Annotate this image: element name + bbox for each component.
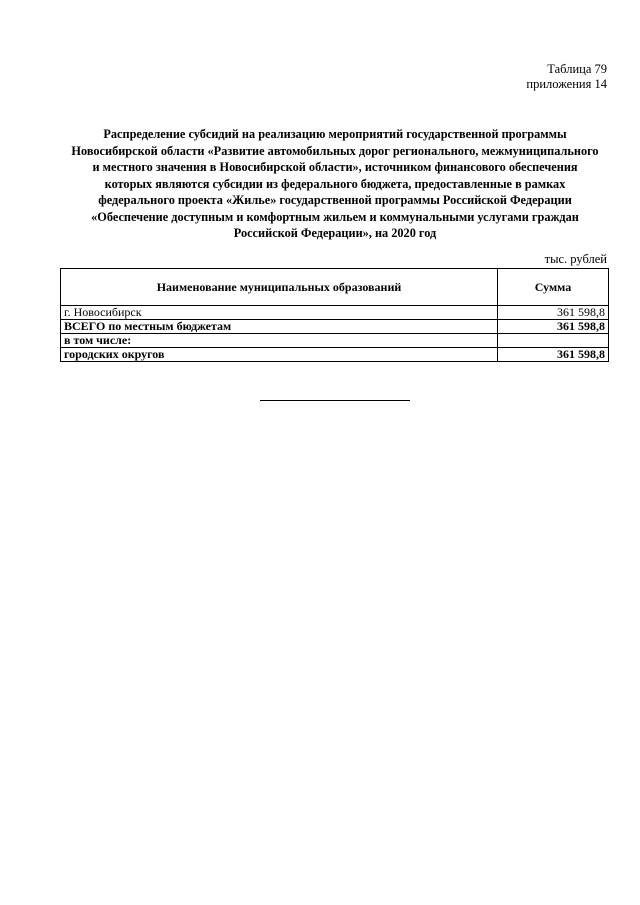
column-header-name: Наименование муниципальных образований (61, 269, 498, 306)
title-line: и местного значения в Новосибирской области», источником финансового обеспечения (92, 160, 578, 174)
end-separator-line (260, 400, 410, 401)
title-line: Новосибирской области «Развитие автомобильных дорог регионального, межмуниципального (71, 143, 599, 158)
appendix-reference: приложения 14 (526, 77, 607, 91)
row-name: в том числе: (61, 334, 498, 348)
table-number: Таблица 79 (547, 62, 607, 76)
row-name: городских округов (61, 348, 498, 362)
title-line: Распределение субсидий на реализацию мероприятий государственной программы (103, 127, 567, 141)
units-label: тыс. рублей (544, 252, 607, 266)
title-line: федерального проекта «Жилье» государственной программы Российской Федерации (98, 193, 572, 207)
subsidy-table (60, 268, 609, 362)
document-title (60, 126, 610, 242)
row-sum: 361 598,8 (498, 348, 609, 362)
table-reference (526, 62, 607, 92)
title-line: «Обеспечение доступным и комфортным жильем и коммунальными услугами граждан (91, 209, 579, 224)
row-sum (498, 334, 609, 348)
row-sum: 361 598,8 (498, 320, 609, 334)
title-line: которых являются субсидии из федерального бюджета, предоставленные в рамках (104, 176, 566, 191)
row-name: г. Новосибирск (61, 306, 498, 320)
row-name: ВСЕГО по местным бюджетам (61, 320, 498, 334)
table-row (61, 306, 609, 320)
table-header-row (61, 269, 609, 306)
table-row-total (61, 320, 609, 334)
row-sum: 361 598,8 (498, 306, 609, 320)
table-row-including (61, 334, 609, 348)
table-row (61, 348, 609, 362)
column-header-sum: Сумма (498, 269, 609, 306)
title-line: Российской Федерации», на 2020 год (233, 226, 437, 240)
